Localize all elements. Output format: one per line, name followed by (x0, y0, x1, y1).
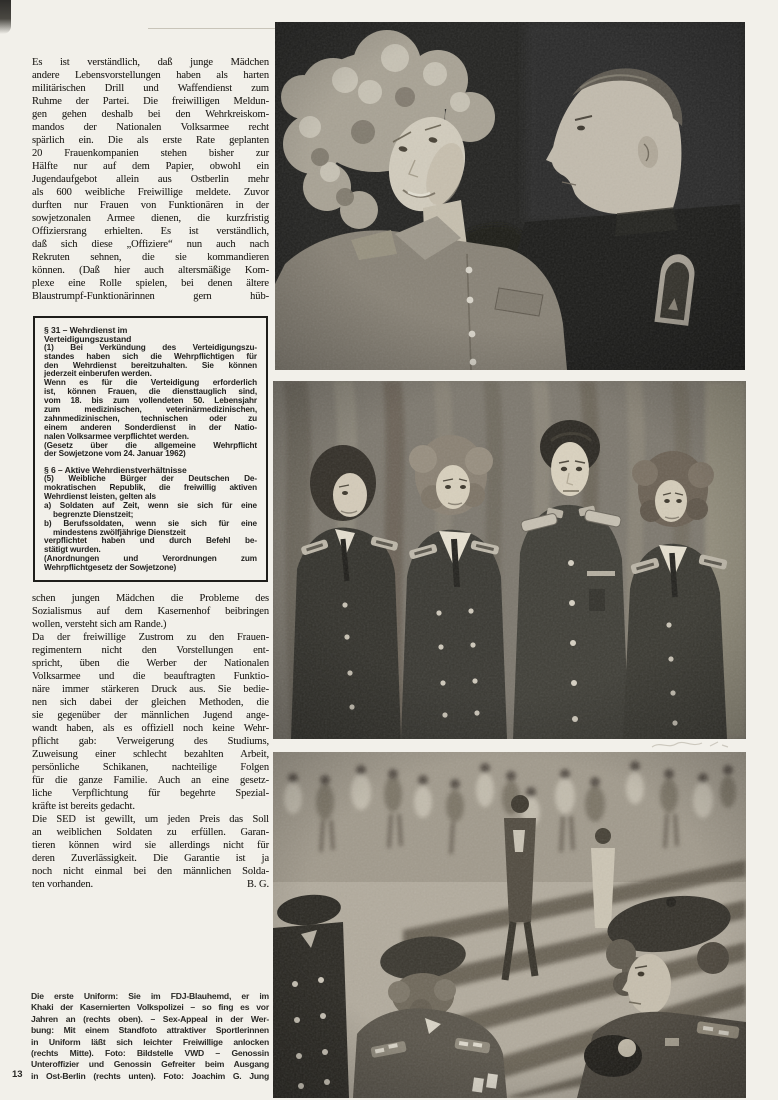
text-line: Zuweisung einer schlecht bezahlten Arbeit, (32, 749, 269, 760)
text-line: deren Zuverlässigkeit. Die Garantie ist ja (32, 853, 269, 864)
text-line: Volksarmee und die beauftragten Funktio- (32, 671, 269, 682)
text-line: mokratischen Republik, die freiwillig aktiven (44, 483, 257, 493)
text-line: spärlich ein. Die als erste Rate geplanten (32, 135, 269, 146)
text-line: an weiblichen Soldaten zu erfüllen. Garan- (32, 827, 269, 838)
text-line: Blaustrumpf-Funktionärinnen gern hüb- (32, 291, 269, 302)
text-line: regimentern nicht den Vorstellungen ent- (32, 645, 269, 656)
text-line: können. (Daß hier auch altersmäßige Kom- (32, 265, 269, 276)
text-line: plexe eine Rolle spielen, bei denen ältere (32, 278, 269, 289)
text-line: liche Verpflichtung für begehrte Spezial- (32, 788, 269, 799)
pencil-mark-artifact (648, 738, 738, 752)
text-line: (Anordnungen und Verordnungen zum (44, 554, 257, 564)
text-line: andere Lebensvorstellungen haben als harten (32, 70, 269, 81)
text-line: durften nur Frauen von Funktionären in der (32, 200, 269, 211)
text-line: Offiziersrang erhielten. Es ist verständlich, (32, 226, 269, 237)
article-paragraph-1 (32, 56, 269, 303)
text-line: Hälfte nur auf dem Papier, obwohl ein (32, 161, 269, 172)
text-line: Da der freiwillige Zustrom zu den Frauen- (32, 632, 269, 643)
text-line: daß sich diese „Offiziere“ nun auch nach (32, 239, 269, 250)
photo-caption (31, 991, 269, 1082)
text-line: Khaki der Kasernierten Volkspolizei – so fing es vor (31, 1002, 269, 1013)
text-line: wandt haben, als es offiziell noch keine Wehr- (32, 723, 269, 734)
text-line: der Sowjetzone vom 24. Januar 1962) (44, 449, 186, 459)
text-line: Unteroffizier und Genossin Gefreiter beim Ausgang (31, 1059, 269, 1070)
text-line: Jugendaufgebot allein aus Ostberlin mehr (32, 174, 269, 185)
text-line: zahnmedizinischen, technischen oder zu (44, 413, 257, 423)
text-line: Jahren an (rechts oben). – Sex-Appeal in der Wer- (31, 1013, 269, 1024)
text-line: nen sich dabei der gleichen Methoden, die (32, 697, 269, 708)
text-line: mindestens zwölfjährige Dienstzeit (53, 527, 186, 537)
text-line: 20 Frauenkompanien stehen bisher zur (32, 148, 269, 159)
scan-corner-artifact (0, 0, 11, 34)
text-line: Wenn es für die Verteidigung erforderlich (44, 378, 257, 388)
text-line: Sozialismus auf dem Kasernenhof beibringen (32, 606, 269, 617)
text-line: militärischen Drill und Waffendienst zum (32, 83, 269, 94)
text-line: Verteidigungszustand (44, 333, 132, 344)
text-line: einem anderen Sonderdienst in der Natio- (44, 422, 257, 432)
text-line: spricht, üben die Werber der Nationalen (32, 658, 269, 669)
law-section-31-text (44, 344, 257, 460)
article-closing-line (32, 878, 269, 891)
text-line: ist, können Frauen, die diensttauglich sind, (44, 387, 257, 397)
text-line: kräfte ist bereits gedacht. (32, 801, 135, 812)
text-line: vom 18. bis zum vollendeten 50. Lebensjahr (44, 396, 257, 406)
text-line: den Wehrdienst bereitzuhalten. Sie können (44, 360, 257, 370)
text-line: (rechts Mitte). Foto: Bildstelle VWD – Genossin (31, 1047, 269, 1058)
text-line: pflicht gab: Verweigerung des Studiums, (32, 736, 269, 747)
text-line: gen gehen deshalb bei den Wehrkreiskom- (32, 109, 269, 120)
photo-street-scene (273, 752, 746, 1098)
text-line: für die ganze Familie. Auch an eine gesetz- (32, 775, 269, 786)
text-line: (5) Weibliche Bürger der Deutschen De- (44, 474, 257, 484)
text-line: begrenzte Dienstzeit; (53, 509, 134, 519)
text-line: Die SED ist gewillt, um jeden Preis das Soll (32, 814, 269, 825)
article-paragraph-2 (32, 592, 269, 891)
text-line: § 6 – Aktive Wehrdienstverhältnisse (44, 465, 187, 476)
author-initials: B. G. (247, 879, 269, 890)
text-line: § 31 – Wehrdienst im (44, 325, 128, 335)
text-line: wollen, versteht sich am Rande.) (32, 619, 167, 630)
text-line: schen jungen Mädchen die Probleme des (32, 593, 269, 604)
text-line: a) Soldaten auf Zeit, wenn sie sich für eine (44, 500, 257, 510)
law-excerpt-box (33, 316, 268, 582)
text-line: Rekruten sehnen, die sie kommandieren (32, 252, 269, 263)
text-line: Ruhme der Partei. Die freiwilligen Meldun- (32, 96, 269, 107)
text-line: sowjetzonalen Armee dienen, die kurzfristig (32, 213, 269, 224)
text-line: persönliche Schikanen, nachteilige Folgen (32, 762, 269, 773)
law-section-6-text (44, 475, 257, 573)
text-line: stätigt wurden. (44, 545, 101, 555)
text-line: b) Berufssoldaten, wenn sie sich für eine (44, 518, 257, 528)
photo-couple-embracing (275, 22, 745, 370)
text-line: als 600 weibliche Freiwillige meldete. Zuvor (32, 187, 269, 198)
text-line: mandos der Nationalen Volksarmee recht (32, 122, 269, 133)
text-line: zum medizinischen, veterinärmedizinischen, (44, 405, 257, 415)
text-line: Wehrpflichtgesetz der Sowjetzone) (44, 563, 177, 573)
text-line: in Uniform läßt sich leichter Freiwillige anlocken (31, 1036, 269, 1047)
text-line: (1) Bei Verkündung des Verteidigungszu- (44, 342, 257, 352)
photo-group-in-uniform (273, 381, 746, 739)
page-number: 13 (12, 1069, 23, 1080)
text-line: sie gegenüber der männlichen Jugend ange- (32, 710, 269, 721)
text-line: bung: Mit einem Standfoto attraktiver Sportlerinnen (31, 1025, 269, 1036)
closing-text: ten vorhanden. (32, 879, 93, 890)
text-line: in Ost-Berlin (rechts unten). Foto: Joachim G. Jung (31, 1070, 269, 1081)
text-line: standes haben sich die Wehrpflichtigen für (44, 351, 257, 361)
text-line: nalen Volksarmee verpflichtet werden. (44, 431, 189, 441)
text-line: noch nicht einmal bei den männlichen Solda- (32, 866, 269, 877)
text-line: Es ist verständlich, daß junge Mädchen (32, 57, 269, 68)
law-section-31-heading (44, 326, 257, 344)
text-line: näre immer stärkeren Druck aus. Sie bedie- (32, 684, 269, 695)
text-line: Wehrdienst leisten, gelten als (44, 492, 156, 502)
text-line: (Gesetz über die allgemeine Wehrpflicht (44, 440, 257, 450)
text-line: tieren können wird sie allerdings nicht für (32, 840, 269, 851)
text-line: verpflichtet haben und durch Befehl be- (44, 536, 257, 546)
text-line: Die erste Uniform: Sie im FDJ-Blauhemd, er im (31, 991, 269, 1001)
text-line: jederzeit einberufen werden. (44, 369, 152, 379)
